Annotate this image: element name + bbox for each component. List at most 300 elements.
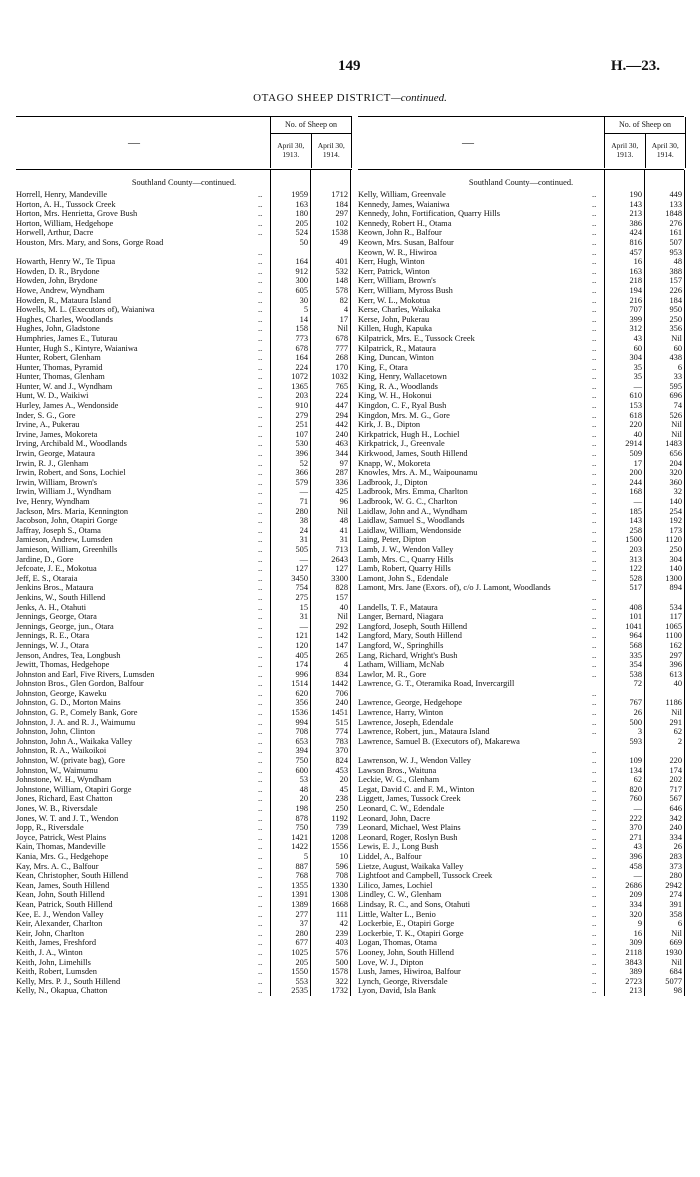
sheep-1913: 3 (637, 727, 642, 737)
leader-dots: .. (258, 947, 263, 957)
sheep-1913: 251 (295, 420, 308, 430)
owner-name: Langford, Mary, South Hillend (358, 631, 462, 641)
sheep-1913: 280 (295, 928, 308, 938)
sheep-1913: 3843 (625, 957, 642, 967)
leader-dots: .. (592, 928, 597, 938)
leader-dots: .. (258, 899, 263, 909)
table-row (358, 257, 684, 267)
sheep-1913: 528 (629, 573, 642, 583)
owner-name: Irvine, A., Pukerau (16, 420, 80, 430)
sheep-1913: — (633, 871, 642, 881)
sheep-1914: 453 (335, 765, 348, 775)
owner-name: Kerse, John, Pukerau (358, 314, 430, 324)
header-1914: April 30, 1914. (311, 134, 352, 168)
table-row (358, 315, 684, 325)
table-row (358, 938, 684, 948)
sheep-1914: 1668 (331, 899, 348, 909)
sheep-1913: 1514 (291, 679, 308, 689)
sheep-1914: 202 (669, 775, 682, 785)
sheep-1913: 222 (629, 813, 642, 823)
table-row (358, 305, 684, 315)
sheep-1913: 457 (629, 247, 642, 257)
owner-name: Howden, D. R., Brydone (16, 266, 100, 276)
leader-dots: .. (592, 813, 597, 823)
sheep-1913: 194 (629, 285, 642, 295)
owner-name: Horton, Mrs. Henrietta, Grove Bush (16, 209, 138, 219)
sheep-1914: 442 (335, 420, 348, 430)
sheep-1914: Nil (671, 928, 682, 938)
owner-name: Little, Walter L., Benio (358, 909, 436, 919)
table-row (358, 737, 684, 756)
leader-dots: .. (258, 218, 263, 228)
table-row (358, 219, 684, 229)
leader-dots: .. (258, 228, 263, 238)
owner-name: Kennedy, James, Waianiwa (358, 199, 450, 209)
sheep-1914: 41 (339, 525, 348, 535)
table-row (358, 344, 684, 354)
sheep-1913: 16 (633, 257, 642, 267)
owner-name: Horton, A. H., Tussock Creek (16, 199, 116, 209)
leader-dots: .. (258, 420, 263, 430)
table-row (358, 651, 684, 661)
sheep-1914: 344 (335, 449, 348, 459)
owner-name: Kirk, J. B., Dipton (358, 420, 421, 430)
owner-name: Kirkwood, James, South Hillend (358, 449, 468, 459)
sheep-1914: 239 (335, 928, 348, 938)
owner-name: Keith, James, Freshford (16, 938, 97, 948)
sheep-1914: 567 (669, 794, 682, 804)
table-row (358, 497, 684, 507)
sheep-1914: 403 (335, 938, 348, 948)
sheep-1913: 996 (295, 669, 308, 679)
table-row (16, 363, 352, 373)
leader-dots: .. (592, 592, 597, 602)
sheep-1913: 767 (629, 698, 642, 708)
sheep-1913: 164 (295, 353, 308, 363)
table-row (358, 679, 684, 698)
sheep-1914: 532 (335, 266, 348, 276)
leader-dots: .. (258, 727, 263, 737)
sheep-1914: 425 (335, 487, 348, 497)
leader-dots: .. (592, 640, 597, 650)
section-heading: Southland County—continued. (131, 178, 237, 187)
table-row (358, 718, 684, 728)
table-row (16, 862, 352, 872)
leader-dots: .. (258, 832, 263, 842)
sheep-1914: 1848 (665, 209, 682, 219)
sheep-1913: 605 (295, 285, 308, 295)
sheep-1913: 271 (629, 832, 642, 842)
table-row (16, 324, 352, 334)
table-row (358, 248, 684, 258)
sheep-1914: 1192 (331, 813, 348, 823)
owner-name: Kean, Christopher, South Hillend (16, 871, 129, 881)
leader-dots: .. (258, 957, 263, 967)
sheep-1913: — (299, 554, 308, 564)
table-row (358, 698, 684, 708)
sheep-1913: 820 (629, 784, 642, 794)
sheep-1914: Nil (337, 506, 348, 516)
sheep-1914: 240 (335, 429, 348, 439)
table-row (16, 238, 352, 257)
sheep-1914: 184 (335, 199, 348, 209)
leader-dots: .. (592, 669, 597, 679)
owner-name: Lawrence, Joseph, Edendale (358, 717, 454, 727)
sheep-1913: 1421 (291, 832, 308, 842)
right-column (358, 116, 684, 996)
owner-name: Landells, T. F., Mataura (358, 602, 438, 612)
owner-name: Johnston, J. A. and R. J., Waimumu (16, 717, 136, 727)
sheep-1913: 1500 (625, 535, 642, 545)
table-row (16, 958, 352, 968)
leader-dots: .. (258, 516, 263, 526)
table-row (358, 833, 684, 843)
owner-name: Johnston, George, Kaweku (16, 688, 107, 698)
owner-name: Hughes, John, Gladstone (16, 324, 100, 334)
owner-name: Johnston, R. A., Waikoikoi (16, 746, 107, 756)
table-row (358, 516, 684, 526)
sheep-1914: 2942 (665, 880, 682, 890)
sheep-1913: 768 (295, 871, 308, 881)
owner-name: Laidlaw, Samuel S., Woodlands (358, 516, 465, 526)
leader-dots: .. (258, 372, 263, 382)
table-row (16, 794, 352, 804)
sheep-1913: 408 (629, 602, 642, 612)
leader-dots: .. (258, 410, 263, 420)
owner-name: King, Henry, Wallacetown (358, 372, 447, 382)
sheep-1913: — (299, 487, 308, 497)
owner-name: Kerse, Charles, Waikaka (358, 305, 441, 315)
owner-name: Lewis, E. J., Long Bush (358, 842, 439, 852)
sheep-1914: 102 (335, 218, 348, 228)
sheep-1914: 170 (335, 362, 348, 372)
table-row (358, 967, 684, 977)
sheep-1913: 213 (629, 209, 642, 219)
sheep-1914: 828 (335, 583, 348, 593)
owner-name: Horwell, Arthur, Dacre (16, 228, 94, 238)
leader-dots: .. (258, 784, 263, 794)
leader-dots: .. (258, 804, 263, 813)
table-row (358, 958, 684, 968)
leader-dots: .. (258, 871, 263, 881)
owner-name: Lockerbie, T. K., Otapiri Gorge (358, 928, 464, 938)
table-row (16, 526, 352, 536)
sheep-1913: 203 (629, 544, 642, 554)
table-row (16, 910, 352, 920)
leader-dots: .. (592, 314, 597, 324)
table-row (358, 804, 684, 814)
leader-dots: .. (592, 439, 597, 449)
table-row (358, 238, 684, 248)
sheep-1913: 48 (299, 784, 308, 794)
owner-name: Lawrence, Robert, jun., Mataura Island (358, 727, 490, 737)
sheep-count-header (604, 117, 686, 168)
owner-name: Logan, Thomas, Otama (358, 938, 437, 948)
table-row (16, 315, 352, 325)
sheep-1914: 97 (339, 458, 348, 468)
sheep-1914: 133 (669, 199, 682, 209)
leader-dots: .. (258, 314, 263, 324)
leader-dots: .. (258, 890, 263, 900)
leader-dots: .. (258, 861, 263, 871)
sheep-1914: 373 (669, 861, 682, 871)
table-row (16, 833, 352, 843)
sheep-1914: 1120 (665, 535, 682, 545)
leader-dots: .. (592, 919, 597, 929)
leader-dots: .. (258, 381, 263, 391)
table-row (358, 324, 684, 334)
owner-name: Kain, Thomas, Mandeville (16, 842, 106, 852)
sheep-1914: 1930 (665, 947, 682, 957)
owner-name: Lawlor, M. R., Gore (358, 669, 427, 679)
sheep-1913: 505 (295, 544, 308, 554)
table-row (16, 852, 352, 862)
owner-name: Kelly, William, Greenvale (358, 190, 446, 199)
table-row (358, 919, 684, 929)
owner-name: Kean, James, South Hillend (16, 880, 110, 890)
owner-name: Johnston, G. P., Comely Bank, Gore (16, 708, 138, 718)
sheep-1914: 283 (669, 851, 682, 861)
sheep-1913: 312 (629, 324, 642, 334)
sheep-1913: 386 (629, 218, 642, 228)
leader-dots: .. (258, 506, 263, 516)
page-title-main: OTAGO SHEEP DISTRICT (253, 92, 391, 104)
owner-name: Looney, John, South Hillend (358, 947, 454, 957)
owner-name: Jacobson, John, Otapiri Gorge (16, 516, 118, 526)
owner-name: Lawrence, G. T., Oteramika Road, Invercargill (358, 679, 515, 689)
table-row (16, 219, 352, 229)
table-row (358, 890, 684, 900)
leader-dots: .. (592, 621, 597, 631)
sheep-1913: — (633, 804, 642, 813)
owner-name: Keith, J. A., Winton (16, 947, 83, 957)
sheep-1913: 71 (299, 497, 308, 506)
leader-dots: .. (258, 794, 263, 804)
sheep-1913: 530 (295, 439, 308, 449)
leader-dots: .. (258, 583, 263, 593)
owner-name: Lamont, Mrs. Jane (Exors. of), c/o J. Lamont, Woodlands (358, 583, 551, 593)
sheep-1914: 224 (335, 391, 348, 401)
sheep-1914: 250 (669, 544, 682, 554)
leader-dots: .. (258, 909, 263, 919)
table-row (16, 420, 352, 430)
owner-name: Keown, W. R., Hiwiroa (358, 247, 437, 257)
sheep-1914: 1100 (665, 631, 682, 641)
leader-dots: .. (592, 804, 597, 813)
sheep-1913: 153 (629, 401, 642, 411)
table-row (16, 842, 352, 852)
sheep-1914: 1330 (331, 880, 348, 890)
table-row (358, 842, 684, 852)
leader-dots: .. (258, 535, 263, 545)
leader-dots: .. (592, 573, 597, 583)
sheep-1913: 168 (629, 487, 642, 497)
leader-dots: .. (592, 976, 597, 986)
sheep-1914: 678 (335, 333, 348, 343)
leader-dots: .. (592, 199, 597, 209)
leader-dots: .. (592, 305, 597, 315)
owner-name: Johnstone, W. H., Wyndham (16, 775, 112, 785)
sheep-1914: 1032 (331, 372, 348, 382)
sheep-1914: 595 (669, 381, 682, 391)
sheep-1913: 122 (629, 564, 642, 574)
owner-name: Kingdon, Mrs. M. G., Gore (358, 410, 450, 420)
sheep-1914: 515 (335, 717, 348, 727)
leader-dots: .. (592, 468, 597, 478)
table-row (16, 497, 352, 507)
owner-name: Leonard, Roger, Roslyn Bush (358, 832, 458, 842)
table-row (16, 612, 352, 622)
sheep-1914: 82 (339, 295, 348, 305)
sheep-1914: 62 (673, 727, 682, 737)
sheep-1913: 389 (629, 967, 642, 977)
sheep-1914: 5077 (665, 976, 682, 986)
sheep-1913: 5 (303, 851, 308, 861)
owner-name: Ive, Henry, Wyndham (16, 497, 90, 506)
sheep-1914: 6 (677, 919, 682, 929)
leader-dots: .. (592, 947, 597, 957)
leader-dots: .. (258, 333, 263, 343)
leader-dots: .. (592, 554, 597, 564)
sheep-1913: 277 (295, 909, 308, 919)
table-row (16, 276, 352, 286)
table-row (16, 727, 352, 737)
leader-dots: .. (592, 698, 597, 708)
sheep-1914: 140 (669, 497, 682, 506)
sheep-1913: 26 (633, 708, 642, 718)
header-dash: — (462, 135, 474, 149)
leader-dots: .. (258, 439, 263, 449)
leader-dots: .. (258, 305, 263, 315)
sheep-1914: 713 (335, 544, 348, 554)
leader-dots: .. (258, 650, 263, 660)
sheep-1914: 1483 (665, 439, 682, 449)
owner-name: Lawrence, Harry, Winton (358, 708, 444, 718)
sheep-1913: 38 (299, 516, 308, 526)
sheep-1914: 447 (335, 401, 348, 411)
sheep-1914: 31 (339, 535, 348, 545)
owner-name: Hunter, Thomas, Pyramid (16, 362, 103, 372)
owner-name: Kennedy, John, Fortification, Quarry Hills (358, 209, 501, 219)
leader-dots: .. (258, 544, 263, 554)
table-row (358, 545, 684, 555)
sheep-1914: 708 (335, 871, 348, 881)
table-row (16, 430, 352, 440)
table-row (358, 823, 684, 833)
leader-dots: .. (258, 660, 263, 670)
sheep-1913: 163 (295, 199, 308, 209)
table-row (358, 209, 684, 219)
sheep-1914: 32 (673, 487, 682, 497)
owner-name: Liddel, A., Balfour (358, 851, 422, 861)
sheep-1913: 107 (295, 429, 308, 439)
leader-dots: .. (258, 976, 263, 986)
leader-dots: .. (258, 688, 263, 698)
owner-name: Keown, John R., Balfour (358, 228, 442, 238)
owner-name: Lamb, J. W., Wendon Valley (358, 544, 454, 554)
sheep-1914: 449 (669, 190, 682, 199)
sheep-1913: 35 (633, 372, 642, 382)
sheep-1914: 184 (669, 295, 682, 305)
sheep-1914: 40 (339, 602, 348, 612)
leader-dots: .. (258, 967, 263, 977)
sheep-1914: 1712 (331, 190, 348, 199)
sheep-1913: 216 (629, 295, 642, 305)
leader-dots: .. (258, 276, 263, 286)
sheep-1913: 677 (295, 938, 308, 948)
owner-name: Legat, David C. and F. M., Winton (358, 784, 475, 794)
sheep-1914: 204 (669, 458, 682, 468)
table-row (16, 660, 352, 670)
owner-name: Jopp, R., Riversdale (16, 823, 84, 833)
table-row (16, 823, 352, 833)
owner-name: Humphries, James E., Tuturau (16, 333, 118, 343)
leader-dots: .. (258, 458, 263, 468)
table-row (16, 977, 352, 987)
leader-dots: .. (258, 986, 263, 996)
sheep-1914: 696 (669, 391, 682, 401)
owner-name: Jamieson, William, Greenhills (16, 544, 118, 554)
header-1913: April 30, 1913. (277, 141, 305, 159)
owner-name: Houston, Mrs. Mary, and Sons, Gorge Road (16, 237, 164, 247)
owner-name: Lilico, James, Lochiel (358, 880, 433, 890)
owner-name: Irwin, William, Brown's (16, 477, 98, 487)
owner-name: Johnston, John A., Waikaka Valley (16, 736, 133, 746)
table-row (358, 670, 684, 680)
table-row (16, 986, 352, 996)
table-row (358, 372, 684, 382)
table-row (358, 756, 684, 766)
table-row (16, 929, 352, 939)
page-reference: H.—23. (610, 58, 660, 74)
sheep-1914: 342 (669, 813, 682, 823)
leader-dots: .. (592, 861, 597, 871)
sheep-1913: 40 (633, 429, 642, 439)
sheep-1914: 127 (335, 564, 348, 574)
table-row (358, 459, 684, 469)
leader-dots: .. (258, 928, 263, 938)
table-row (358, 267, 684, 277)
sheep-1914: 240 (335, 698, 348, 708)
owner-name: Kirkpatrick, J., Greenvale (358, 439, 445, 449)
page-title-suffix: —continued. (390, 92, 447, 104)
sheep-1914: 1538 (331, 228, 348, 238)
owner-name: King, W. H., Hokonui (358, 391, 432, 401)
leader-dots: .. (258, 247, 263, 257)
table-row (358, 564, 684, 574)
leader-dots: .. (592, 909, 597, 919)
sheep-1913: 198 (295, 804, 308, 813)
leader-dots: .. (592, 353, 597, 363)
sheep-1914: Nil (671, 333, 682, 343)
owner-name: Irwin, George, Mataura (16, 449, 95, 459)
owner-name: Jenkins, W., South Hillend (16, 592, 106, 602)
table-row (358, 862, 684, 872)
sheep-1913: 31 (299, 612, 308, 622)
table-row (16, 775, 352, 785)
leader-dots: .. (592, 708, 597, 718)
leader-dots: .. (592, 477, 597, 487)
table-row (16, 200, 352, 210)
sheep-1913: 394 (295, 746, 308, 756)
owner-name: King, Duncan, Winton (358, 353, 434, 363)
sheep-1914: 2 (677, 736, 682, 746)
table-row (16, 411, 352, 421)
sheep-1913: 218 (629, 276, 642, 286)
leader-dots: .. (258, 708, 263, 718)
sheep-1914: 96 (339, 497, 348, 506)
table-row (16, 382, 352, 392)
